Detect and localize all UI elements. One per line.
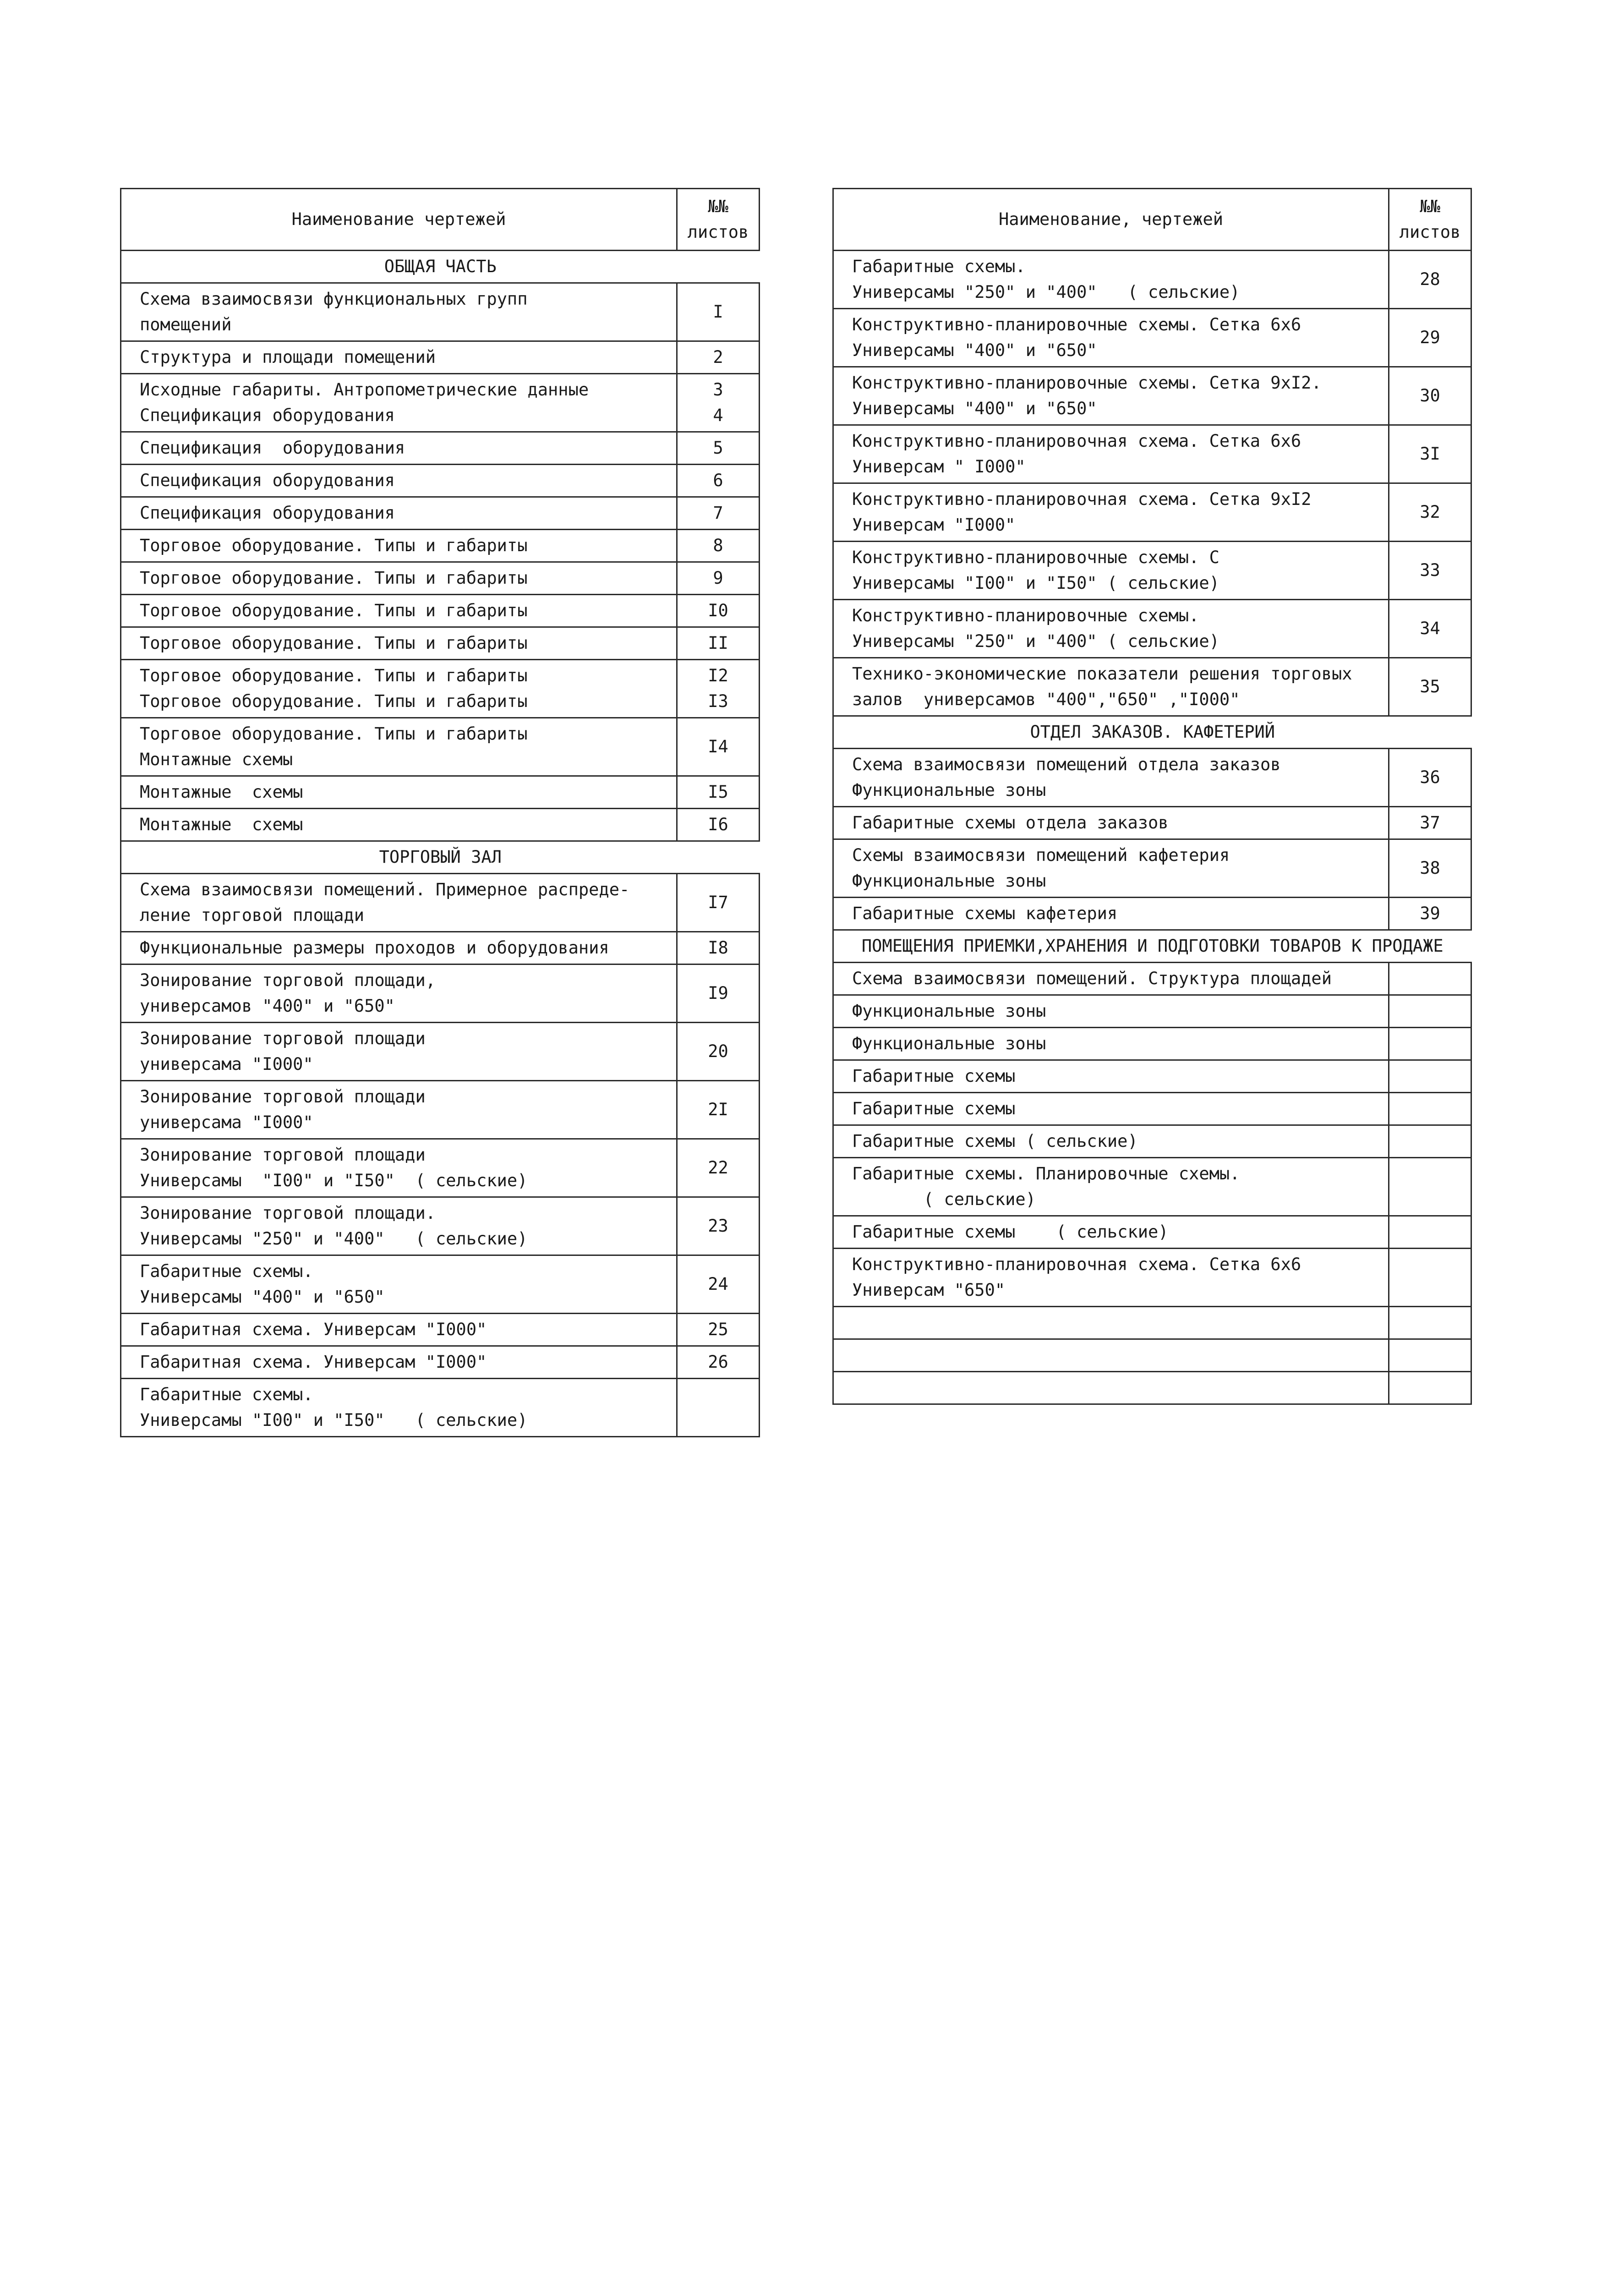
section-heading-row (833, 716, 1471, 749)
section-title: ПОМЕЩЕНИЯ ПРИЕМКИ,ХРАНЕНИЯ И ПОДГОТОВКИ ТОВАРОВ К ПРОДАЖЕ (833, 930, 1471, 963)
sheet-number (1391, 966, 1469, 992)
table-row (833, 1028, 1471, 1060)
drawing-name-cell (833, 600, 1389, 658)
sheet-number: 35 (1420, 677, 1440, 696)
sheet-number-cell (677, 627, 760, 660)
sheet-number-cell (1389, 1060, 1471, 1093)
table-row (121, 497, 760, 530)
table-row (121, 374, 760, 432)
sheet-number: 3I (1420, 444, 1440, 464)
drawing-name-cell (121, 1314, 677, 1346)
table-header-row (121, 189, 760, 251)
sheet-number-cell (677, 530, 760, 562)
table-row (121, 1379, 760, 1437)
sheet-number: I4 (708, 737, 728, 756)
sheet-number (1391, 1375, 1469, 1401)
header-num-label: листов (1399, 222, 1461, 242)
table-row (121, 1255, 760, 1314)
table-row (121, 932, 760, 964)
drawing-name-line: Схема взаимосвязи помещений. Структура площадей (852, 969, 1332, 988)
table-row (833, 1339, 1471, 1372)
drawing-name-cell (833, 1372, 1389, 1404)
drawing-name-cell (121, 1081, 677, 1139)
sheet-number: 33 (1420, 560, 1440, 580)
sheet-number (1391, 1174, 1469, 1200)
sheet-number-cell (1389, 1216, 1471, 1249)
table-row (833, 1125, 1471, 1158)
drawing-name-line: Конструктивно-планировочные схемы. Сетка 6х6 (852, 315, 1301, 334)
sheet-number-cell (677, 1346, 760, 1379)
drawing-name-cell (121, 595, 677, 627)
drawing-name-line: Схемы взаимосвязи помещений кафетерия (852, 845, 1230, 865)
sheet-number-cell (677, 660, 760, 718)
sheet-number-cell (1389, 963, 1471, 995)
drawing-name-cell (833, 1060, 1389, 1093)
drawing-name-line: Универсам " I000" (852, 457, 1026, 477)
drawing-name-cell (833, 1158, 1389, 1216)
drawing-name-cell (833, 807, 1389, 839)
sheet-number: 39 (1420, 904, 1440, 923)
sheet-number-cell (677, 465, 760, 497)
sheet-number-cell (1389, 542, 1471, 600)
table-row (121, 562, 760, 595)
sheet-number-cell (677, 497, 760, 530)
drawing-name-cell (121, 562, 677, 595)
drawing-name-line: Конструктивно-планировочные схемы. (852, 606, 1199, 625)
drawing-name-cell (833, 658, 1389, 716)
table-row (121, 1197, 760, 1255)
drawing-name-line: Габаритные схемы. (140, 1385, 313, 1404)
table-row (833, 658, 1471, 716)
sheet-number: 5 (713, 438, 723, 458)
drawing-name-line: универсамов "400" и "650" (140, 996, 395, 1016)
drawing-name-line: Конструктивно-планировочные схемы. Сетка 9хI2. (852, 373, 1322, 393)
drawing-name-line: Зонирование торговой площади, (140, 970, 436, 990)
drawing-name-cell (833, 1093, 1389, 1125)
drawing-name-line: Спецификация оборудования (140, 438, 405, 458)
drawing-name-line: Зонирование торговой площади (140, 1145, 426, 1165)
drawing-name-line: Функциональные зоны (852, 780, 1046, 800)
table-row (833, 600, 1471, 658)
header-drawing-name: Наименование чертежей (121, 189, 677, 251)
drawing-name-cell (121, 1197, 677, 1255)
table-row (121, 718, 760, 776)
drawing-name-line: Торговое оборудование. Типы и габариты (140, 536, 528, 555)
drawing-name-line: Спецификация оборудования (140, 405, 395, 425)
sheet-number-cell (677, 932, 760, 964)
sheet-number-cell (1389, 1125, 1471, 1158)
drawing-name-line: Габаритные схемы. (140, 1261, 313, 1281)
table-row (833, 251, 1471, 309)
sheet-number: 8 (713, 536, 723, 555)
sheet-number-cell (1389, 995, 1471, 1028)
table-row (833, 807, 1471, 839)
table-row (833, 898, 1471, 930)
drawing-name-line: залов универсамов "400","650" ,"I000" (852, 690, 1240, 709)
table-row (121, 595, 760, 627)
drawing-name-cell (833, 1249, 1389, 1307)
sheet-number (1391, 998, 1469, 1024)
table-row (121, 1139, 760, 1197)
drawing-name-line: Торговое оборудование. Типы и габариты (140, 601, 528, 620)
sheet-number-cell (677, 341, 760, 374)
drawing-name-line: Функциональные зоны (852, 1034, 1046, 1053)
sheet-number-cell (677, 964, 760, 1023)
sheet-number: 2I (708, 1100, 728, 1119)
drawing-name-line: Габаритные схемы. (852, 257, 1026, 276)
sheet-number-cell (1389, 309, 1471, 367)
sheet-number-cell (677, 1139, 760, 1197)
drawing-name-cell (121, 964, 677, 1023)
drawing-name-line: Универсамы "I00" и "I50" ( сельские) (140, 1171, 528, 1190)
section-heading-row (121, 251, 760, 283)
sheet-number: 4 (713, 405, 723, 425)
drawing-name-cell (833, 839, 1389, 898)
drawings-index-table-right (832, 188, 1472, 1405)
drawing-name-line: Торговое оборудование. Типы и габариты (140, 666, 528, 685)
drawing-name-line: Универсамы "400" и "650" (140, 1287, 385, 1307)
drawing-name-cell (121, 1139, 677, 1197)
drawing-name-cell (121, 1346, 677, 1379)
table-row (833, 1216, 1471, 1249)
sheet-number: 23 (708, 1216, 728, 1236)
sheet-number: 29 (1420, 328, 1440, 347)
table-row (833, 367, 1471, 425)
sheet-number-cell (677, 1197, 760, 1255)
drawing-name-line: Функциональные зоны (852, 1001, 1046, 1021)
header-num-symbol: №№ (1420, 197, 1440, 216)
section-title: ОБЩАЯ ЧАСТЬ (121, 251, 760, 283)
drawings-index-table-left (120, 188, 760, 1437)
sheet-number-cell (677, 283, 760, 341)
drawing-name-cell (121, 627, 677, 660)
sheet-number: 9 (713, 568, 723, 588)
drawing-name-line: Торговое оборудование. Типы и габариты (140, 691, 528, 711)
drawing-name-line: универсама "I000" (140, 1112, 313, 1132)
drawing-name-line: помещений (140, 315, 232, 334)
sheet-number-cell (1389, 1372, 1471, 1404)
sheet-number-cell (1389, 367, 1471, 425)
table-row (121, 341, 760, 374)
drawing-name-cell (833, 1307, 1389, 1339)
sheet-number (1391, 1031, 1469, 1057)
sheet-number-cell (1389, 1028, 1471, 1060)
sheet-number: I (713, 302, 723, 322)
table-row (833, 995, 1471, 1028)
sheet-number-cell (677, 1023, 760, 1081)
sheet-number-cell (1389, 1307, 1471, 1339)
drawing-name-line: Функциональные размеры проходов и оборудования (140, 938, 609, 958)
sheet-number: 24 (708, 1274, 728, 1294)
drawing-name-cell (121, 530, 677, 562)
drawing-name-line: Зонирование торговой площади (140, 1087, 426, 1107)
drawing-name-line: Габаритные схемы (852, 1099, 1016, 1118)
sheet-number: 3 (713, 380, 723, 400)
table-row (833, 1372, 1471, 1404)
table-row (833, 963, 1471, 995)
drawing-name-cell (121, 718, 677, 776)
header-drawing-name: Наименование, чертежей (833, 189, 1389, 251)
drawing-name-line: Габаритные схемы отдела заказов (852, 813, 1169, 833)
drawing-name-line: Универсамы "I00" и "I50" ( сельские) (852, 573, 1219, 593)
table-row (833, 839, 1471, 898)
sheet-number-cell (1389, 749, 1471, 807)
sheet-number-cell (677, 562, 760, 595)
sheet-number: 34 (1420, 619, 1440, 638)
sheet-number-cell (1389, 425, 1471, 483)
section-heading-row (833, 930, 1471, 963)
table-body (833, 251, 1471, 1404)
sheet-number-cell (1389, 898, 1471, 930)
table-row (121, 283, 760, 341)
sheet-number (1391, 1310, 1469, 1336)
sheet-number-cell (677, 718, 760, 776)
drawing-name-cell (121, 932, 677, 964)
drawing-name-cell (833, 1216, 1389, 1249)
drawing-name-line: универсама "I000" (140, 1054, 313, 1074)
sheet-number: 7 (713, 503, 723, 523)
header-sheet-number (1389, 189, 1471, 251)
table-row (121, 1023, 760, 1081)
sheet-number: 36 (1420, 767, 1440, 787)
drawing-name-line: Исходные габариты. Антропометрические данные (140, 380, 589, 400)
drawing-name-cell (833, 749, 1389, 807)
table-row (833, 425, 1471, 483)
section-heading-row (121, 841, 760, 874)
table-row (833, 483, 1471, 542)
section-title: ОТДЕЛ ЗАКАЗОВ. КАФЕТЕРИЙ (833, 716, 1471, 749)
drawing-name-cell (121, 1379, 677, 1437)
drawing-name-cell (121, 341, 677, 374)
sheet-number: 38 (1420, 858, 1440, 878)
sheet-number (1391, 1343, 1469, 1368)
drawing-name-line: Монтажные схемы (140, 782, 303, 802)
drawing-name-line: Конструктивно-планировочная схема. Сетка 6х6 (852, 431, 1301, 451)
sheet-number (1391, 1096, 1469, 1122)
drawing-name-line: Конструктивно-планировочные схемы. С (852, 548, 1219, 567)
drawing-name-line: Структура и площади помещений (140, 347, 436, 367)
drawing-name-line: Габаритные схемы (852, 1066, 1016, 1086)
sheet-number-cell (677, 374, 760, 432)
drawing-name-cell (833, 1125, 1389, 1158)
drawing-name-cell (121, 874, 677, 932)
drawing-name-line: ление торговой площади (140, 905, 365, 925)
sheet-number: I3 (708, 691, 728, 711)
drawing-name-cell (833, 542, 1389, 600)
drawing-name-line: Спецификация оборудования (140, 503, 395, 523)
drawing-name-cell (833, 367, 1389, 425)
table-row (833, 542, 1471, 600)
sheet-number-cell (677, 809, 760, 841)
table-header-row (833, 189, 1471, 251)
drawing-name-cell (121, 432, 677, 465)
drawing-name-line: Схема взаимосвязи функциональных групп (140, 289, 528, 309)
sheet-number-cell (1389, 251, 1471, 309)
drawing-name-cell (833, 309, 1389, 367)
drawing-name-line: Габаритные схемы. Планировочные схемы. (852, 1164, 1240, 1184)
drawing-name-cell (121, 283, 677, 341)
drawing-name-cell (833, 425, 1389, 483)
drawing-name-cell (833, 963, 1389, 995)
drawing-name-cell (833, 995, 1389, 1028)
sheet-number-cell (1389, 1093, 1471, 1125)
drawing-name-cell (121, 1023, 677, 1081)
table-row (833, 1060, 1471, 1093)
drawing-name-line: Торговое оборудование. Типы и габариты (140, 568, 528, 588)
drawing-name-line: Технико-экономические показатели решения торговых (852, 664, 1352, 684)
sheet-number-cell (1389, 839, 1471, 898)
drawing-name-cell (833, 251, 1389, 309)
sheet-number-cell (677, 432, 760, 465)
drawing-name-line: Схема взаимосвязи помещений. Примерное распреде- (140, 880, 630, 899)
table-row (833, 1249, 1471, 1307)
drawing-name-line: Универсам "650" (852, 1280, 1006, 1300)
table-row (833, 1158, 1471, 1216)
table-row (121, 1346, 760, 1379)
table-row (121, 530, 760, 562)
drawing-name-line: Универсамы "250" и "400" ( сельские) (852, 282, 1240, 302)
sheet-number-cell (1389, 658, 1471, 716)
drawing-name-line: Универсамы "400" и "650" (852, 340, 1097, 360)
section-title: ТОРГОВЫЙ ЗАЛ (121, 841, 760, 874)
sheet-number: 28 (1420, 269, 1440, 289)
drawing-name-cell (121, 465, 677, 497)
sheet-number (1391, 1063, 1469, 1089)
drawing-name-cell (121, 374, 677, 432)
sheet-number: 2 (713, 347, 723, 367)
table-row (833, 749, 1471, 807)
sheet-number: I9 (708, 983, 728, 1003)
sheet-number: I2 (708, 666, 728, 685)
drawing-name-cell (121, 809, 677, 841)
sheet-number-cell (1389, 807, 1471, 839)
drawing-name-line: Универсамы "I00" и "I50" ( сельские) (140, 1410, 528, 1430)
sheet-number-cell (677, 1379, 760, 1437)
drawing-name-line: Торговое оборудование. Типы и габариты (140, 724, 528, 744)
drawing-name-cell (833, 483, 1389, 542)
sheet-number: 20 (708, 1041, 728, 1061)
drawing-name-cell (833, 898, 1389, 930)
sheet-number-cell (1389, 1249, 1471, 1307)
table-row (121, 1081, 760, 1139)
sheet-number: 32 (1420, 502, 1440, 522)
drawing-name-line: Габаритная схема. Универсам "I000" (140, 1352, 487, 1372)
drawing-name-line: Монтажные схемы (140, 750, 293, 769)
sheet-number (1391, 1129, 1469, 1154)
table-row (121, 964, 760, 1023)
drawing-name-line: Универсам "I000" (852, 515, 1016, 535)
drawing-name-line: Габаритные схемы ( сельские) (852, 1131, 1138, 1151)
sheet-number-cell (677, 1314, 760, 1346)
sheet-number-cell (677, 874, 760, 932)
drawing-name-line: ( сельские) (852, 1189, 1036, 1209)
drawing-name-line: Схема взаимосвязи помещений отдела заказов (852, 755, 1281, 774)
sheet-number-cell (677, 776, 760, 809)
drawing-name-line: Конструктивно-планировочная схема. Сетка 9хI2 (852, 489, 1312, 509)
table-body (121, 251, 760, 1437)
sheet-number: 37 (1420, 813, 1440, 833)
drawing-name-cell (121, 660, 677, 718)
drawing-name-line: Универсамы "250" и "400" ( сельские) (852, 631, 1219, 651)
table-row (121, 776, 760, 809)
table-row (833, 1307, 1471, 1339)
sheet-number: I6 (708, 815, 728, 834)
sheet-number: 26 (708, 1352, 728, 1372)
drawing-name-cell (121, 1255, 677, 1314)
sheet-number-cell (677, 1081, 760, 1139)
table-row (121, 874, 760, 932)
sheet-number: I7 (708, 893, 728, 912)
sheet-number (679, 1395, 757, 1420)
drawing-name-line: Функциональные зоны (852, 871, 1046, 891)
table-row (833, 1093, 1471, 1125)
table-row (121, 627, 760, 660)
table-row (121, 1314, 760, 1346)
drawing-name-line: Универсамы "400" и "650" (852, 399, 1097, 418)
sheet-number: 30 (1420, 386, 1440, 405)
sheet-number-cell (1389, 483, 1471, 542)
sheet-number: 22 (708, 1158, 728, 1178)
sheet-number-cell (1389, 1339, 1471, 1372)
drawing-name-line: Габаритная схема. Универсам "I000" (140, 1320, 487, 1339)
drawing-name-line: Конструктивно-планировочная схема. Сетка 6х6 (852, 1255, 1301, 1274)
sheet-number-cell (677, 1255, 760, 1314)
sheet-number (1391, 1265, 1469, 1290)
table-row (121, 432, 760, 465)
sheet-number: 25 (708, 1320, 728, 1339)
drawing-name-line: Универсамы "250" и "400" ( сельские) (140, 1229, 528, 1249)
sheet-number (1391, 1219, 1469, 1245)
drawing-name-line: Габаритные схемы ( сельские) (852, 1222, 1169, 1242)
drawing-name-cell (121, 497, 677, 530)
drawing-name-line: Монтажные схемы (140, 815, 303, 834)
header-num-label: листов (687, 222, 749, 242)
header-num-symbol: №№ (708, 197, 728, 216)
table-row (121, 465, 760, 497)
sheet-number: I8 (708, 938, 728, 958)
drawing-name-line: Торговое оборудование. Типы и габариты (140, 633, 528, 653)
drawing-name-line: Зонирование торговой площади (140, 1029, 426, 1048)
drawing-name-line: Спецификация оборудования (140, 471, 395, 490)
table-row (121, 660, 760, 718)
header-sheet-number (677, 189, 760, 251)
sheet-number: 6 (713, 471, 723, 490)
sheet-number-cell (1389, 1158, 1471, 1216)
table-row (833, 309, 1471, 367)
drawing-name-line: Зонирование торговой площади. (140, 1203, 436, 1223)
sheet-number: II (708, 633, 728, 653)
drawing-name-cell (121, 776, 677, 809)
sheet-number: I0 (708, 601, 728, 620)
table-row (121, 809, 760, 841)
drawing-name-cell (833, 1028, 1389, 1060)
sheet-number: I5 (708, 782, 728, 802)
drawing-name-cell (833, 1339, 1389, 1372)
drawing-name-line: Габаритные схемы кафетерия (852, 904, 1118, 923)
sheet-number-cell (677, 595, 760, 627)
sheet-number-cell (1389, 600, 1471, 658)
